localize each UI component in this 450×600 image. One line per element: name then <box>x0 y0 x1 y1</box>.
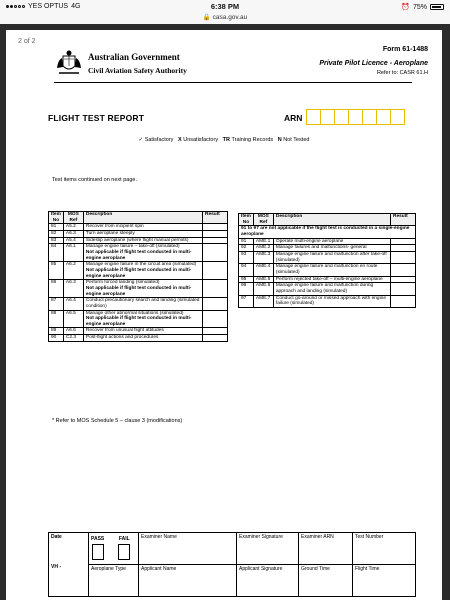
aeroplane-type-field[interactable]: Aeroplane Type <box>89 565 139 597</box>
table-row <box>49 224 228 231</box>
col-item-no: Item No <box>49 212 64 224</box>
applicant-name-field[interactable]: Applicant Name <box>139 565 237 597</box>
examiner-arn-field[interactable]: Examiner ARN <box>299 533 353 565</box>
signoff-row <box>49 533 416 565</box>
mos-ref: AME.3 <box>253 251 273 263</box>
coat-of-arms-icon <box>54 48 84 78</box>
table-row <box>49 328 228 335</box>
col-mos-ref: MOS Ref <box>63 212 83 224</box>
lock-icon: 🔒 <box>202 14 211 21</box>
mos-ref: A5.2 <box>63 224 83 231</box>
col-result: Result <box>391 214 416 226</box>
table-row <box>49 230 228 237</box>
mos-ref: A6.2 <box>63 262 83 280</box>
item-no: 97 <box>239 295 254 307</box>
table-row <box>239 245 416 252</box>
arn-digit-box[interactable] <box>306 109 321 125</box>
item-description: Sideslip aeroplane (where flight manual permits) <box>83 237 202 244</box>
signoff-row <box>49 565 416 597</box>
result-cell[interactable] <box>391 251 416 263</box>
arn-digit-box[interactable] <box>348 109 363 125</box>
carrier-label: YES OPTUS <box>28 3 69 10</box>
mos-ref: AME.1 <box>253 238 273 245</box>
fail-checkbox[interactable]: FAIL <box>118 537 130 560</box>
mos-ref: A6.3 <box>63 280 83 298</box>
mos-ref: AME.7 <box>253 295 273 307</box>
result-cell[interactable] <box>203 237 228 244</box>
legend-symbol: X <box>178 137 182 143</box>
item-no: 82 <box>49 230 64 237</box>
continued-note: Test items continued on next page. <box>52 177 137 183</box>
item-no: 89 <box>49 328 64 335</box>
applicant-signature-field[interactable]: Applicant Signature <box>237 565 299 597</box>
arn-input[interactable] <box>306 109 404 125</box>
mos-ref: AME.6 <box>253 283 273 295</box>
col-result: Result <box>203 212 228 224</box>
result-cell[interactable] <box>203 280 228 298</box>
item-no: 87 <box>49 298 64 310</box>
agency-name: Civil Aviation Safety Authority <box>88 66 187 75</box>
battery-info <box>401 3 444 11</box>
legend-symbol: N <box>277 137 282 143</box>
result-cell[interactable] <box>391 238 416 245</box>
item-no: 95 <box>239 276 254 283</box>
mos-ref: A6.6 <box>63 328 83 335</box>
not-applicable-note: Not applicable if flight test conducted in multi-engine aeroplane <box>85 249 192 261</box>
item-description: Recover from incipient spin <box>83 224 202 231</box>
legend-text: Not Tested <box>283 137 310 143</box>
result-cell[interactable] <box>203 244 228 262</box>
table-row <box>49 335 228 342</box>
item-no: 96 <box>239 283 254 295</box>
col-item-no: Item No <box>239 214 254 226</box>
item-description: Recover from unusual flight attitudes <box>83 328 202 335</box>
test-items-table-left <box>48 211 228 342</box>
result-cell[interactable] <box>203 335 228 342</box>
pass-checkbox[interactable]: PASS <box>91 537 104 560</box>
table-row <box>239 276 416 283</box>
table-row <box>49 262 228 280</box>
battery-percent: 75% <box>412 3 427 11</box>
test-number-field[interactable]: Test Number <box>353 533 416 565</box>
item-description: Turn aeroplane steeply <box>83 230 202 237</box>
item-no: 94 <box>239 264 254 276</box>
item-no: 93 <box>239 251 254 263</box>
pdf-page[interactable] <box>6 30 442 600</box>
mos-ref: AME.5 <box>253 276 273 283</box>
date-cell[interactable]: Date VH - <box>49 533 89 597</box>
item-description: Manage failures and malfunctions- general <box>273 245 390 252</box>
header-rule <box>54 82 412 83</box>
vh-label: VH - <box>51 563 61 570</box>
col-description: Description <box>273 214 390 226</box>
legend-symbol: TR <box>222 137 231 143</box>
item-description: Manage engine failure – take-off (simulated) Not applicable if flight test conducted in multi-engine aeroplane <box>83 244 202 262</box>
table-header-row <box>49 212 228 224</box>
item-no: 83 <box>49 237 64 244</box>
flight-time-field[interactable]: Flight Time <box>353 565 416 597</box>
not-applicable-note: Not applicable if flight test conducted in multi-engine aeroplane <box>85 285 192 297</box>
item-description: Perform forced landing (simulated) Not applicable if flight test conducted in multi-engine aeroplane <box>83 280 202 298</box>
item-description: Manage engine failure and malfunction during approach and landing (simulated) <box>273 283 390 295</box>
item-no: 91 <box>239 238 254 245</box>
item-no: 85 <box>49 262 64 280</box>
not-applicable-note: Not applicable if flight test conducted in multi-engine aeroplane <box>85 267 192 279</box>
form-number: Form 61-1488 <box>382 46 428 53</box>
item-no: 92 <box>239 245 254 252</box>
table-row <box>49 310 228 328</box>
mos-ref: AME.4 <box>253 264 273 276</box>
legend-text: Unsatisfactory <box>183 137 219 143</box>
item-description: Manage engine failure and malfunction en route (simulated) <box>273 264 390 276</box>
table-row <box>239 295 416 307</box>
table-row <box>49 280 228 298</box>
mos-ref: A6.3 <box>63 230 83 237</box>
result-cell[interactable] <box>203 310 228 328</box>
item-no: 90 <box>49 335 64 342</box>
report-title: FLIGHT TEST REPORT <box>48 113 145 123</box>
mos-ref: C2.3 <box>63 335 83 342</box>
result-cell[interactable] <box>391 276 416 283</box>
multi-engine-note: 91 to 97 are not applicable if the flight test is conducted in a single-engine aeroplane <box>239 226 416 238</box>
result-legend <box>6 137 442 143</box>
arn-digit-box[interactable] <box>334 109 349 125</box>
table-header-row <box>239 214 416 226</box>
mos-footnote: * Refer to MOS Schedule 5 – clause 3 (modifications) <box>52 418 183 424</box>
table-row <box>239 238 416 245</box>
item-description: Operate multi-engine aeroplane <box>273 238 390 245</box>
result-cell[interactable] <box>203 262 228 280</box>
mos-ref: A6.1 <box>63 244 83 262</box>
table-row <box>239 264 416 276</box>
url-bar[interactable] <box>0 13 450 21</box>
mos-ref: AME.2 <box>253 245 273 252</box>
arn-label: ARN <box>284 113 303 123</box>
test-items-table-right <box>238 213 416 308</box>
arn-digit-box[interactable] <box>320 109 335 125</box>
item-description: Manage engine failure in the circuit area (simulated) Not applicable if flight test conducted in multi-engine aeroplane <box>83 262 202 280</box>
page-indicator: 2 of 2 <box>18 38 36 45</box>
not-applicable-note: Not applicable if flight test conducted in multi-engine aeroplane <box>85 316 192 327</box>
result-cell[interactable] <box>203 298 228 310</box>
pass-fail-cell <box>89 533 139 565</box>
result-cell[interactable] <box>391 264 416 276</box>
table-row <box>49 244 228 262</box>
item-no: 84 <box>49 244 64 262</box>
result-cell[interactable] <box>391 283 416 295</box>
item-description: Conduct precautionary search and landing (simulated condition) <box>83 298 202 310</box>
form-ref: Refer to: CASR 61.H <box>376 70 428 76</box>
network-label: 4G <box>71 3 81 10</box>
table-row <box>239 283 416 295</box>
item-description: Manage other abnormal situations (simulated) Not applicable if flight test conducted in multi-engine aeroplane <box>83 310 202 328</box>
signoff-table <box>48 532 416 597</box>
ground-time-field[interactable]: Ground Time <box>299 565 353 597</box>
result-cell[interactable] <box>391 295 416 307</box>
examiner-name-field[interactable]: Examiner Name <box>139 533 237 565</box>
table-row <box>49 237 228 244</box>
arn-digit-box[interactable] <box>362 109 377 125</box>
item-no: 88 <box>49 310 64 328</box>
col-description: Description <box>83 212 202 224</box>
item-description: Post-flight actions and procedures <box>83 335 202 342</box>
gov-name: Australian Government <box>88 52 180 62</box>
mos-ref: A6.5 <box>63 310 83 328</box>
arn-digit-box[interactable] <box>376 109 391 125</box>
status-bar <box>0 0 450 24</box>
legend-text: Satisfactory <box>144 137 174 143</box>
examiner-signature-field[interactable]: Examiner Signature <box>237 533 299 565</box>
battery-icon <box>430 4 444 10</box>
table-row <box>239 251 416 263</box>
mos-ref: A6.4 <box>63 298 83 310</box>
item-no: 86 <box>49 280 64 298</box>
item-description: Perform rejected take-off – multi-engine aeroplane <box>273 276 390 283</box>
legend-text: Training Records <box>231 137 274 143</box>
item-description: Conduct go-around or missed approach with engine failure (simulated) <box>273 295 390 307</box>
item-description: Manage engine failure and malfunction after take-off (simulated) <box>273 251 390 263</box>
form-title: Private Pilot Licence - Aeroplane <box>319 60 428 67</box>
item-no: 81 <box>49 224 64 231</box>
clock: 6:38 PM <box>210 2 240 11</box>
col-mos-ref: MOS Ref <box>253 214 273 226</box>
arn-digit-box[interactable] <box>390 109 405 125</box>
alarm-icon: ⏰ <box>401 4 410 11</box>
result-cell[interactable] <box>203 224 228 231</box>
table-row <box>49 298 228 310</box>
table-row <box>239 226 416 238</box>
legend-symbol: ✓ <box>138 137 144 143</box>
result-cell[interactable] <box>391 245 416 252</box>
mos-ref: A5.4 <box>63 237 83 244</box>
result-cell[interactable] <box>203 230 228 237</box>
url-text: casa.gov.au <box>212 14 248 21</box>
result-cell[interactable] <box>203 328 228 335</box>
